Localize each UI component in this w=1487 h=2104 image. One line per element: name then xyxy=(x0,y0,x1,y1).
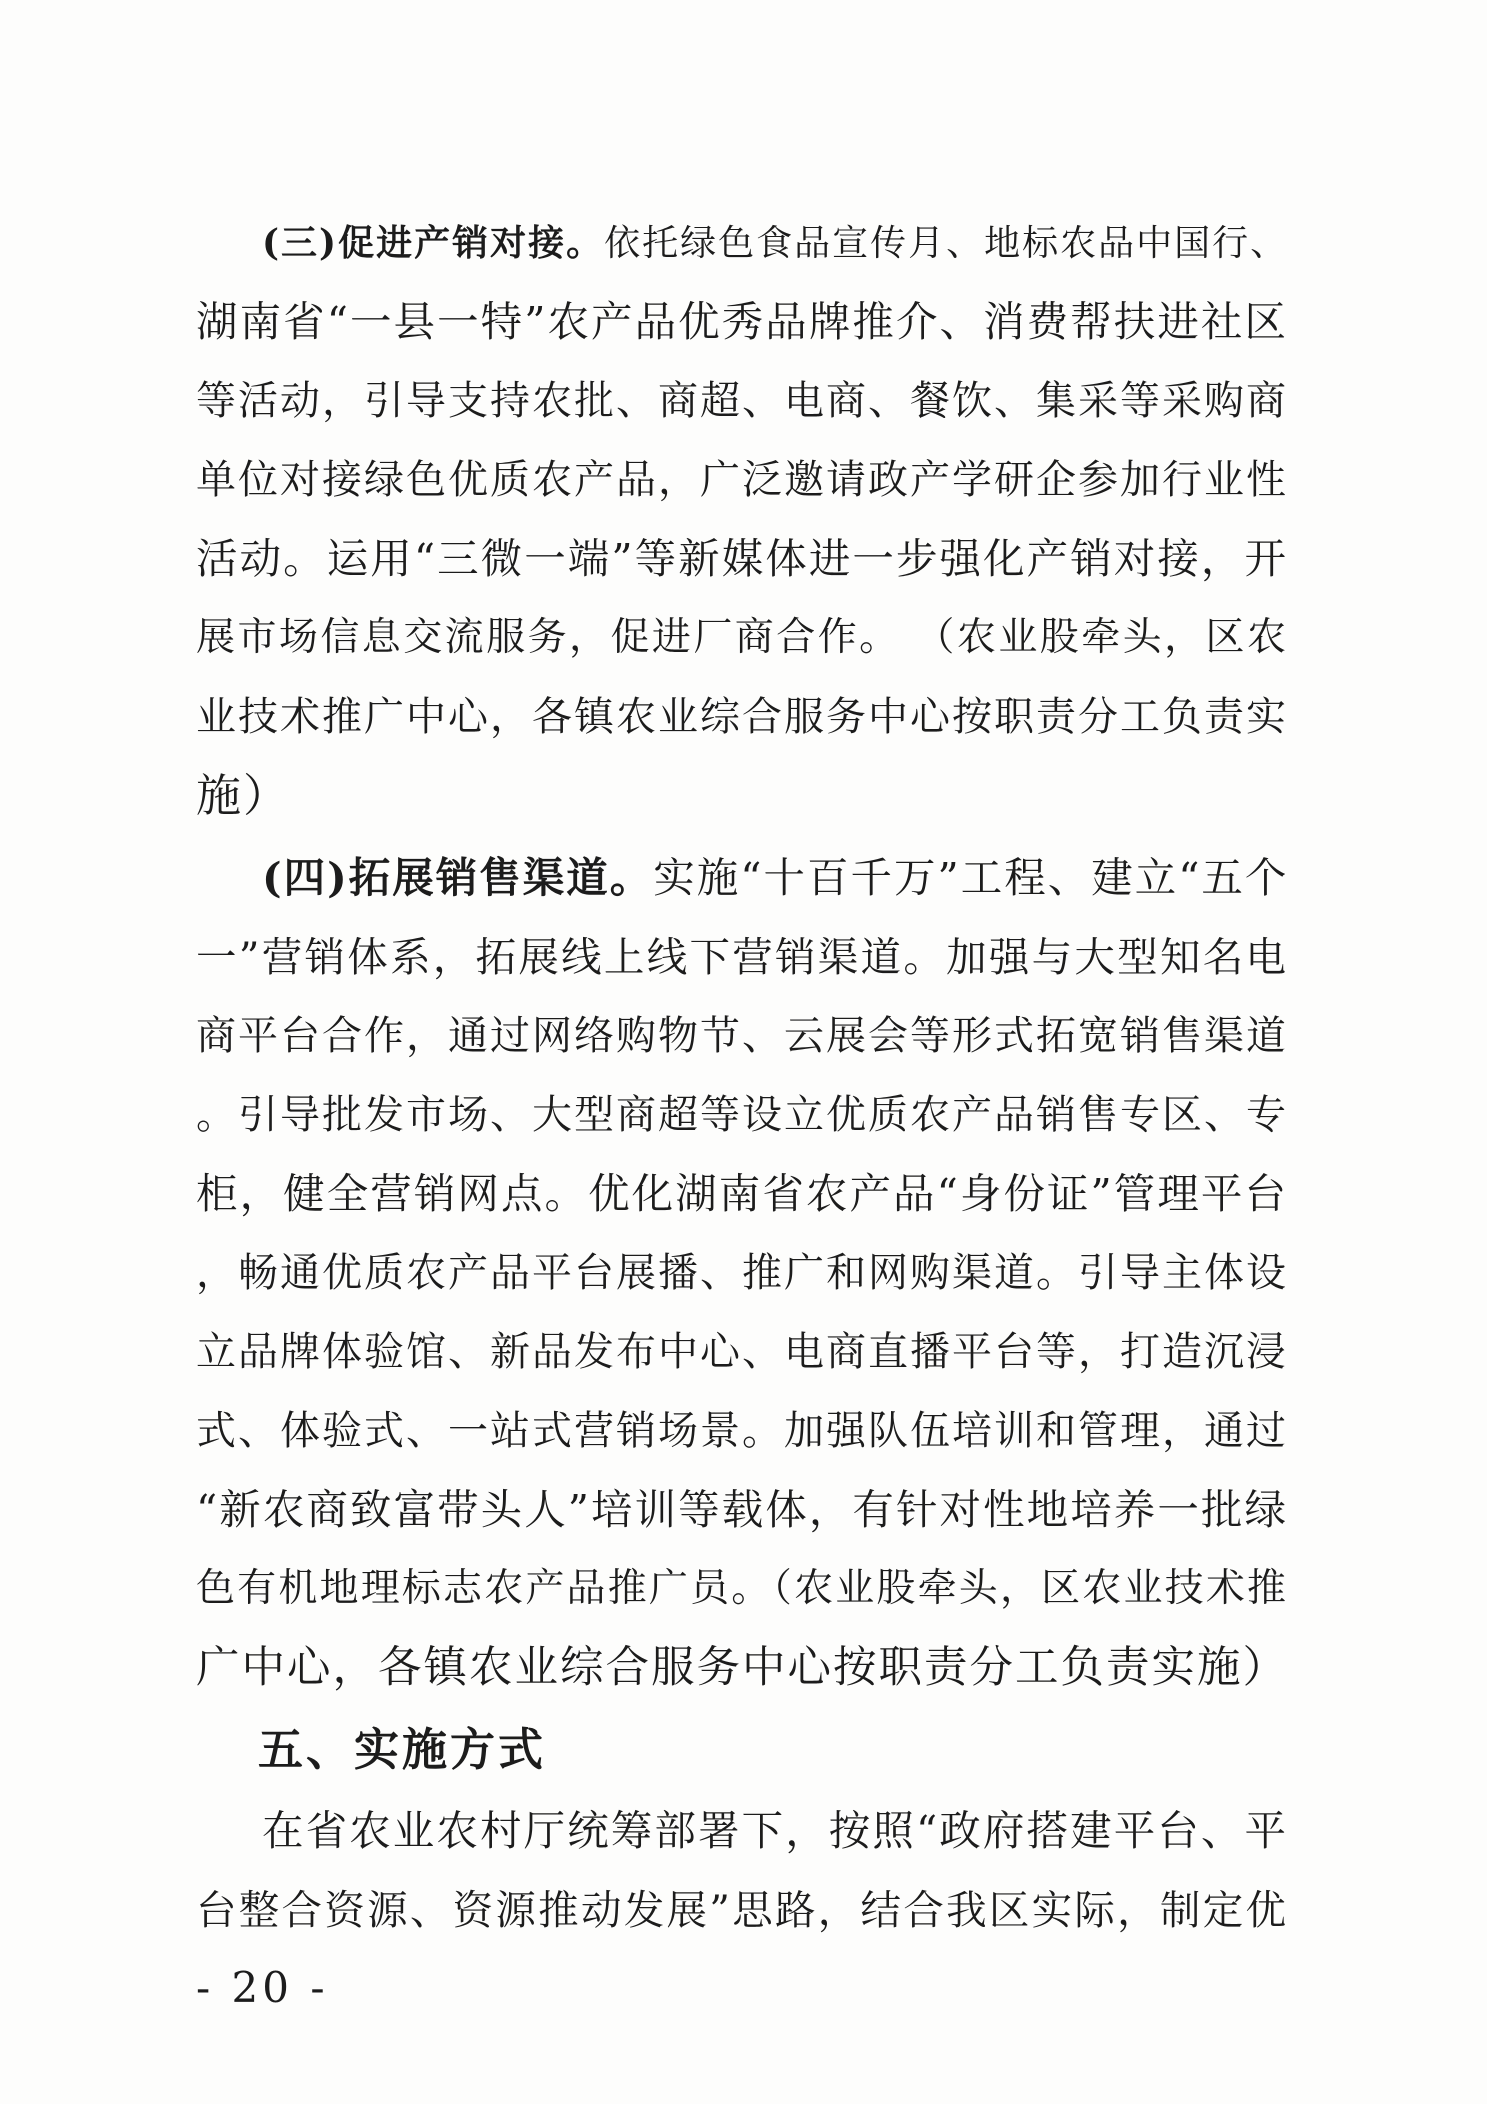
section4-line-2: 一”营销体系，拓展线上线下营销渠道。加强与大型知名电 xyxy=(196,933,1288,981)
section3-line-3: 等活动，引导支持农批、商超、电商、餐饮、集采等采购商 xyxy=(196,378,1288,424)
section4-line-4: 。引导批发市场、大型商超等设立优质农产品销售专区、专 xyxy=(196,1092,1288,1138)
section4-line-1-text: 实施“十百千万”工程、建立“五个 xyxy=(653,853,1289,902)
section4-line-1 xyxy=(262,848,1288,908)
section4-line-7: 立品牌体验馆、新品发布中心、电商直播平台等，打造沉浸 xyxy=(196,1329,1288,1375)
section3-line-4: 单位对接绿色优质农产品，广泛邀请政产学研企参加行业性 xyxy=(196,457,1288,503)
section3-line-1-text: 依托绿色食品宣传月、地标农品中国行、 xyxy=(604,223,1289,264)
section3-line-2: 湖南省“一县一特”农产品优秀品牌推介、消费帮扶进社区 xyxy=(196,297,1288,346)
section5-heading: 五、实施方式 xyxy=(258,1723,547,1776)
section3-heading: (三)促进产销对接。 xyxy=(262,222,605,264)
page-number: - 20 - xyxy=(196,1963,329,2012)
section4-line-8: 式、体验式、一站式营销场景。加强队伍培训和管理，通过 xyxy=(196,1408,1288,1454)
section3-line-8: 施） xyxy=(196,769,291,822)
section3-line-1 xyxy=(262,213,1288,273)
section4-line-6: ，畅通优质农产品平台展播、推广和网购渠道。引导主体设 xyxy=(196,1250,1288,1296)
section4-line-5: 柜，健全营销网点。优化湖南省农产品“身份证”管理平台 xyxy=(196,1169,1288,1218)
section3-line-6: 展市场信息交流服务，促进厂商合作。 （农业股牵头，区农 xyxy=(196,615,1288,660)
section4-line-9: “新农商致富带头人”培训等载体，有针对性地培养一批绿 xyxy=(196,1485,1288,1534)
section4-heading: (四)拓展销售渠道。 xyxy=(262,853,654,902)
section3-line-5: 活动。运用“三微一端”等新媒体进一步强化产销对接，开 xyxy=(196,534,1288,583)
section5-line-1: 在省农业农村厅统筹部署下，按照“政府搭建平台、平 xyxy=(262,1806,1288,1855)
section5-line-2: 台整合资源、资源推动发展”思路，结合我区实际，制定优 xyxy=(196,1886,1288,1934)
section4-line-3: 商平台合作，通过网络购物节、云展会等形式拓宽销售渠道 xyxy=(196,1013,1288,1059)
section3-line-7: 业技术推广中心，各镇农业综合服务中心按职责分工负责实 xyxy=(196,694,1288,740)
section4-line-11: 广中心，各镇农业综合服务中心按职责分工负责实施） xyxy=(196,1643,1288,1693)
section4-line-10: 色有机地理标志农产品推广员。（农业股牵头，区农业技术推 xyxy=(196,1566,1288,1611)
